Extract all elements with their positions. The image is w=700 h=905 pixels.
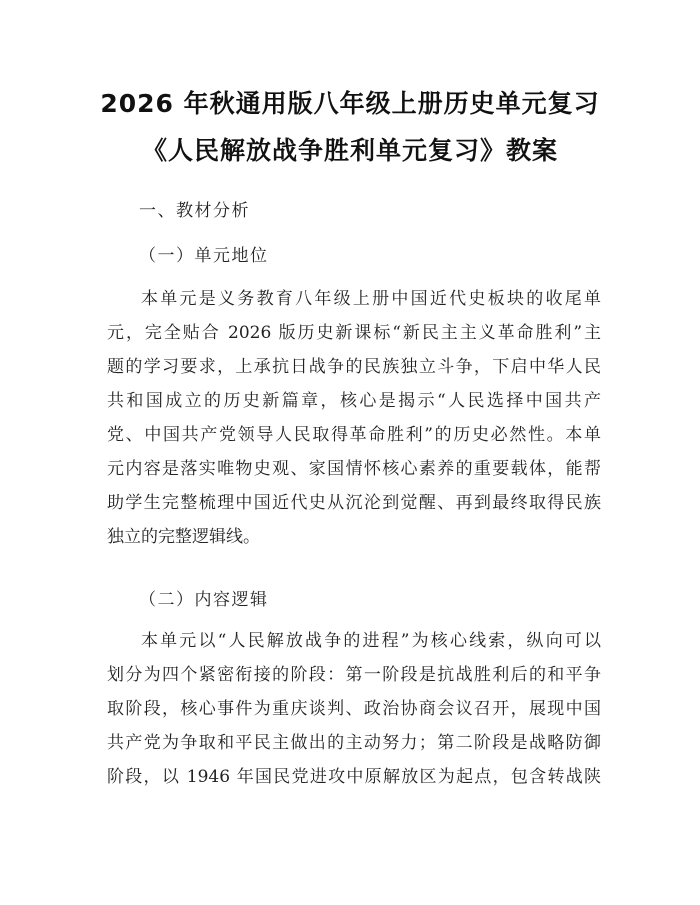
paragraph-line: 独立的完整逻辑线。 bbox=[107, 527, 260, 547]
subsection-heading-content-logic: （二）内容逻辑 bbox=[139, 590, 269, 610]
paragraph-line: 元内容是落实唯物史观、家国情怀核心素养的重要载体，能帮 bbox=[107, 459, 601, 479]
section-heading-textbook-analysis: 一、教材分析 bbox=[139, 201, 250, 221]
paragraph-line: 共和国成立的历史新篇章，核心是揭示“人民选择中国共产 bbox=[107, 391, 601, 411]
paragraph-content-logic bbox=[107, 624, 601, 794]
paragraph-line: 划分为四个紧密衔接的阶段：第一阶段是抗战胜利后的和平争 bbox=[107, 665, 601, 685]
paragraph-line: 共产党为争取和平民主做出的主动努力；第二阶段是战略防御 bbox=[107, 733, 601, 753]
paragraph-line: 元，完全贴合 2026 版历史新课标“新民主主义革命胜利”主 bbox=[107, 323, 601, 343]
paragraph-unit-position bbox=[107, 282, 601, 554]
document-title-line-1: 2026 年秋通用版八年级上册历史单元复习 bbox=[100, 89, 600, 118]
subsection-heading-unit-position: （一）单元地位 bbox=[139, 246, 269, 266]
paragraph-line: 本单元以“人民解放战争的进程”为核心线索，纵向可以 bbox=[141, 631, 601, 651]
paragraph-line: 助学生完整梳理中国近代史从沉沦到觉醒、再到最终取得民族 bbox=[107, 493, 601, 513]
paragraph-line: 阶段，以 1946 年国民党进攻中原解放区为起点，包含转战陕 bbox=[107, 767, 601, 787]
paragraph-line: 党、中国共产党领导人民取得革命胜利”的历史必然性。本单 bbox=[107, 425, 601, 445]
paragraph-line: 题的学习要求，上承抗日战争的民族独立斗争，下启中华人民 bbox=[107, 357, 601, 377]
document-title-line-2: 《人民解放战争胜利单元复习》教案 bbox=[141, 136, 558, 165]
paragraph-line: 本单元是义务教育八年级上册中国近代史板块的收尾单 bbox=[141, 289, 601, 309]
paragraph-line: 取阶段，核心事件为重庆谈判、政治协商会议召开，展现中国 bbox=[107, 699, 601, 719]
